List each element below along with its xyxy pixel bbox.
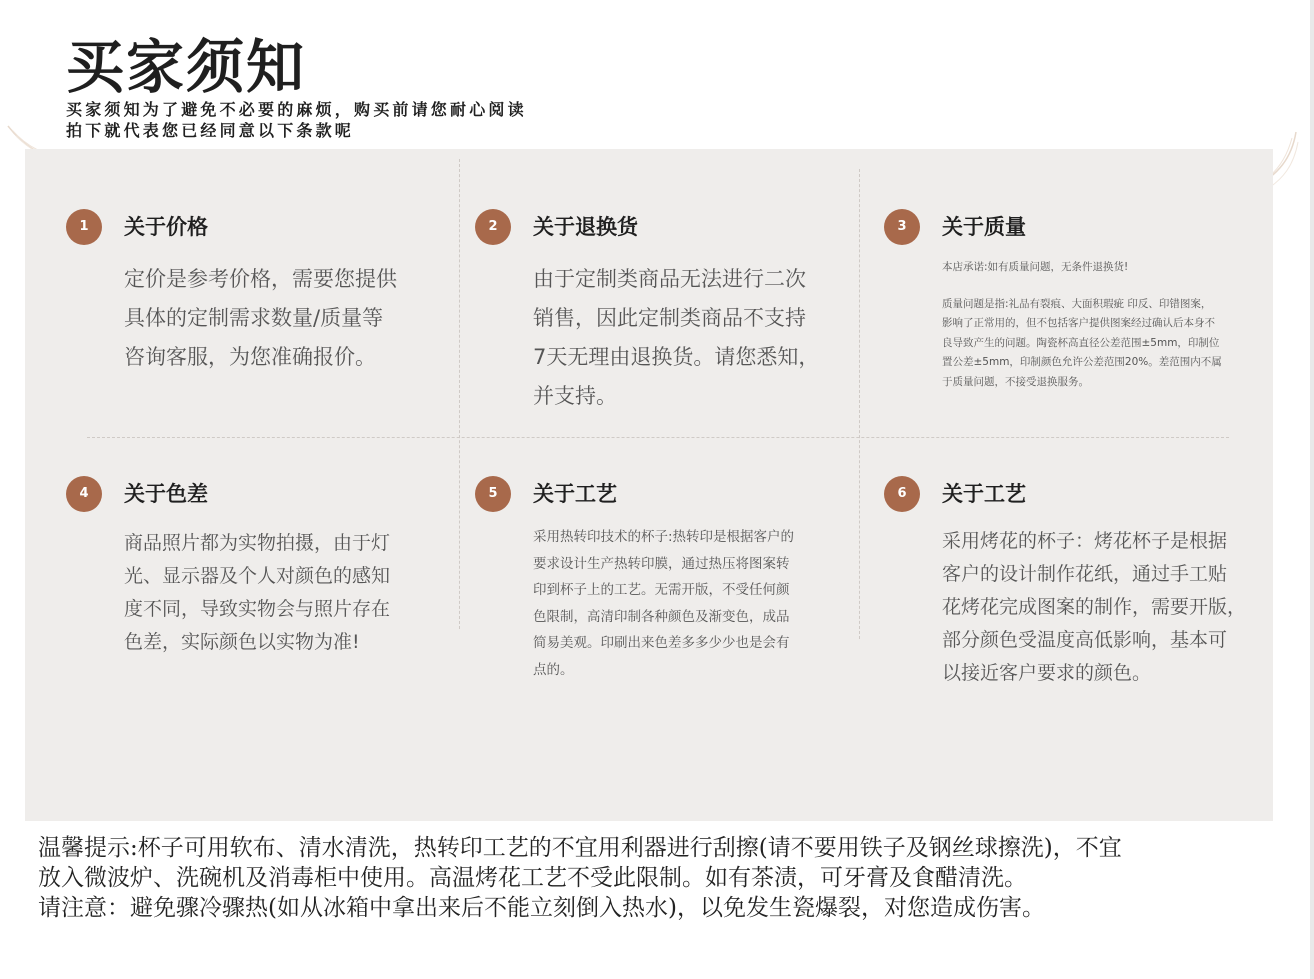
card-line: 商品照片都为实物拍摄，由于灯	[124, 532, 391, 554]
card-line: 影响了正常用的，但不包括客户提供图案经过确认后本身不	[942, 317, 1215, 329]
subtitle-line-2: 拍下就代表您已经同意以下条款呢	[66, 121, 355, 140]
card-title: 关于退换货	[533, 215, 638, 239]
notice-line-3: 请注意：避免骤冷骤热(如从冰箱中拿出来后不能立刻倒入热水)，以免发生瓷爆裂，对您造成伤害。	[38, 895, 1045, 921]
card-line: 具体的定制需求数量/质量等	[124, 306, 384, 330]
card-body	[533, 260, 819, 416]
card-craft-baked-decal	[884, 476, 1264, 696]
card-line: 咨询客服，为您准确报价。	[124, 345, 376, 369]
card-line: 简易美观。印刷出来色差多多少少也是会有	[533, 635, 790, 651]
card-body	[533, 524, 794, 683]
card-line: 花烤花完成图案的制作，需要开版，	[942, 596, 1247, 618]
card-line: 于质量问题，不接受退换服务。	[942, 375, 1089, 388]
page-title: 买家须知	[66, 33, 307, 101]
card-line: 点的。	[533, 661, 574, 678]
card-line: 客户的设计制作花纸，通过手工贴	[942, 563, 1228, 585]
page-right-edge	[1310, 0, 1314, 979]
card-line: 度不同，导致实物会与照片存在	[124, 598, 391, 620]
card-number-badge: 3	[884, 209, 920, 245]
card-line: 置公差±5mm，印制颜色允许公差范围20%。差范围内不属	[942, 356, 1222, 368]
card-body	[942, 525, 1246, 690]
card-title: 关于质量	[942, 215, 1026, 239]
quality-promise: 本店承诺:如有质量问题，无条件退换货!	[942, 261, 1129, 273]
card-color-difference	[66, 476, 446, 676]
card-line: 印到杯子上的工艺。无需开版，不受任何颜	[533, 582, 790, 598]
card-line: 质量问题是指:礼品有裂痕、大面积瑕疵 印反、印错图案，	[942, 297, 1212, 310]
notice-line-2: 放入微波炉、洗碗机及消毒柜中使用。高温烤花工艺不受此限制。如有茶渍，可牙膏及食醋清洗。	[38, 865, 1027, 891]
card-number-badge: 1	[66, 209, 102, 245]
card-title: 关于色差	[124, 482, 208, 506]
card-title: 关于工艺	[533, 482, 617, 506]
card-body	[124, 527, 390, 659]
column-divider-2	[859, 169, 860, 639]
card-line: 由于定制类商品无法进行二次	[533, 267, 806, 291]
page-subtitle	[66, 99, 527, 141]
card-line: 光、显示器及个人对颜色的感知	[124, 565, 391, 587]
card-number-badge: 6	[884, 476, 920, 512]
card-number-badge: 4	[66, 476, 102, 512]
card-line: 良导致产生的问题。陶瓷杯高直径公差范围±5mm，印制位	[942, 336, 1220, 349]
card-line: 并支持。	[533, 384, 617, 408]
care-notice	[38, 833, 1258, 923]
card-line: 采用热转印技术的杯子:热转印是根据客户的	[533, 529, 795, 545]
card-line: 以接近客户要求的颜色。	[942, 662, 1152, 684]
card-line: 色限制，高清印制各种颜色及渐变色，成品	[533, 608, 790, 625]
card-body	[942, 258, 1222, 392]
card-line: 销售，因此定制类商品不支持	[533, 306, 806, 330]
card-title: 关于价格	[124, 215, 208, 239]
card-body	[124, 260, 397, 377]
card-title: 关于工艺	[942, 482, 1026, 506]
card-line: 7天无理由退换货。请您悉知，	[533, 345, 820, 369]
column-divider-1	[459, 159, 460, 629]
subtitle-line-1: 买家须知为了避免不必要的麻烦，购买前请您耐心阅读	[66, 100, 527, 119]
card-craft-heat-transfer	[475, 476, 855, 686]
card-price	[66, 209, 446, 409]
card-line: 部分颜色受温度高低影响，基本可	[942, 629, 1228, 651]
row-divider	[87, 437, 1229, 438]
card-line: 色差，实际颜色以实物为准!	[124, 631, 360, 653]
card-quality	[884, 209, 1264, 409]
card-returns	[475, 209, 855, 419]
card-line: 要求设计生产热转印膜，通过热压将图案转	[533, 555, 790, 572]
notice-line-1: 温馨提示:杯子可用软布、清水清洗，热转印工艺的不宜用利器进行刮擦(请不要用铁子及钢丝球擦洗)，不宜	[38, 835, 1122, 861]
card-number-badge: 2	[475, 209, 511, 245]
notice-panel	[25, 149, 1273, 821]
card-number-badge: 5	[475, 476, 511, 512]
card-line: 定价是参考价格，需要您提供	[124, 267, 397, 291]
card-line: 采用烤花的杯子：烤花杯子是根据	[942, 530, 1228, 552]
